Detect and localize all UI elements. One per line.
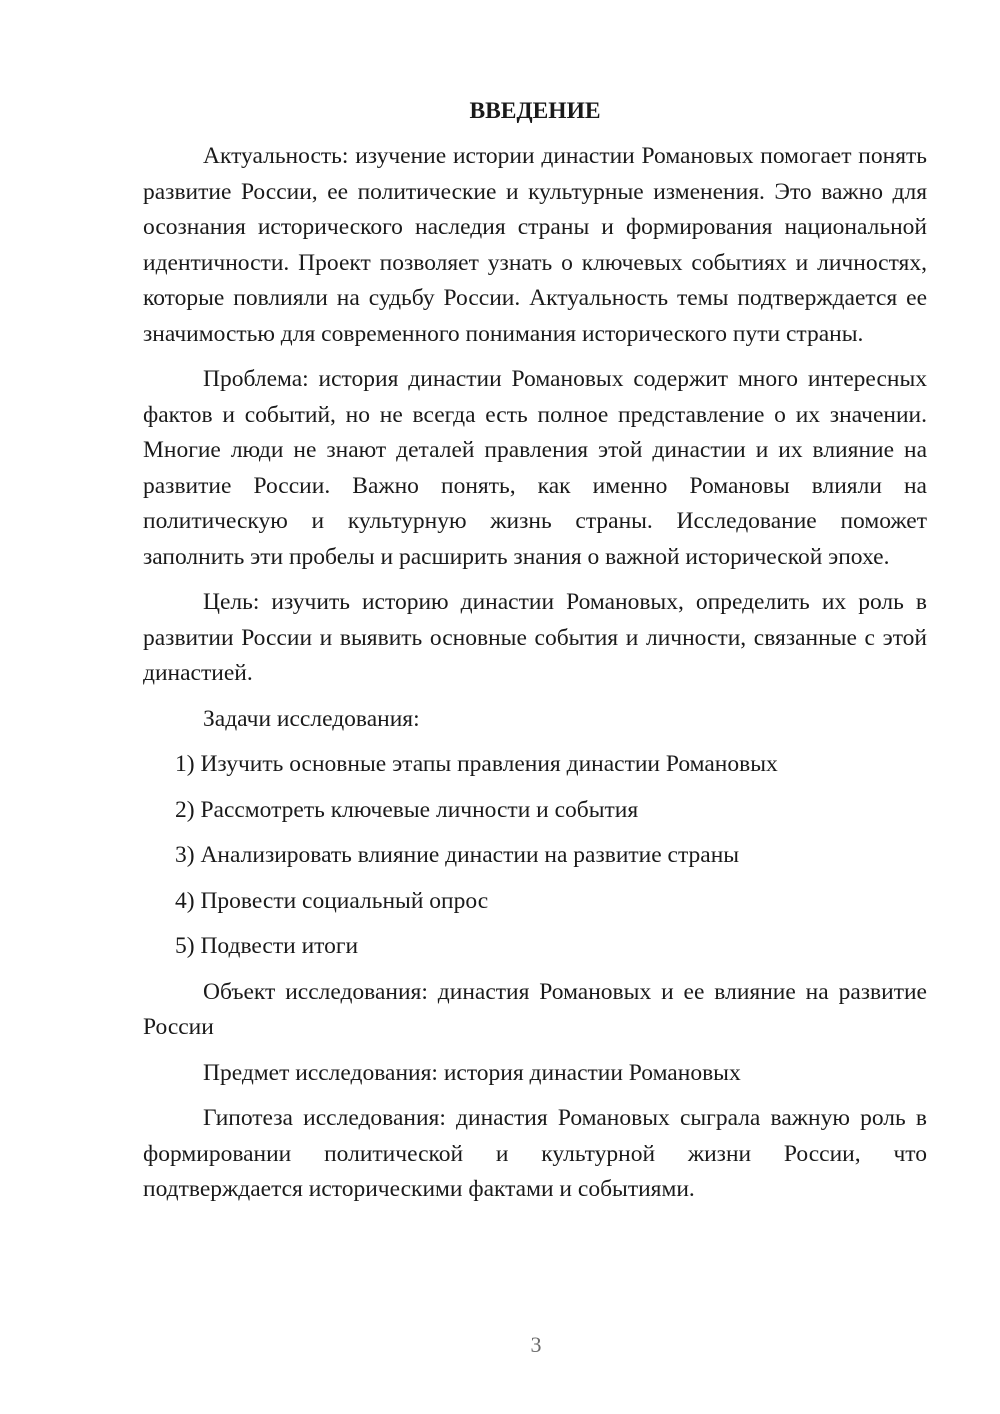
problem-paragraph: Проблема: история династии Романовых содержит много интересных фактов и событий, но не всегда есть полное представление о их значении. Многие люди не знают деталей правления этой династии и их влияние на развитие России. Важно понять, как именно Романовы влияли на политическую и культурную жизнь страны. Исследование поможет заполнить эти пробелы и расширить знания о важной исторической эпохе. (143, 366, 927, 570)
object-paragraph: Объект исследования: династия Романовых и ее влияние на развитие России (143, 978, 927, 1040)
list-item: 4) Провести социальный опрос (175, 887, 489, 914)
list-item: 3) Анализировать влияние династии на развитие страны (175, 842, 740, 868)
relevance-paragraph: Актуальность: изучение истории династии Романовых помогает понять развитие России, ее политические и культурные изменения. Это важно для осознания исторического наследия страны и формирования национальной идентичности. Проект позволяет узнать о ключевых событиях и личностях, которые повлияли на судьбу России. Актуальность темы подтверждается ее значимостью для современного понимания исторического пути страны. (143, 143, 927, 347)
subject-paragraph: Предмет исследования: история династии Романовых (203, 1059, 741, 1086)
goal-paragraph: Цель: изучить историю династии Романовых, определить их роль в развитии России и выявить основные события и личности, связанные с этой династией. (143, 589, 927, 686)
section-title: ВВЕДЕНИЕ (469, 98, 601, 124)
page-content (143, 94, 927, 1218)
list-item: 1) Изучить основные этапы правления династии Романовых (175, 751, 778, 777)
tasks-heading: Задачи исследования: (203, 705, 420, 732)
tasks-list (143, 747, 927, 965)
page-number: 3 (530, 1332, 542, 1357)
hypothesis-paragraph: Гипотеза исследования: династия Романовых сыграла важную роль в формировании политической и культурной жизни России, что подтверждается историческими фактами и событиями. (143, 1105, 927, 1202)
list-item: 2) Рассмотреть ключевые личности и события (175, 796, 639, 823)
list-item: 5) Подвести итоги (175, 933, 359, 959)
